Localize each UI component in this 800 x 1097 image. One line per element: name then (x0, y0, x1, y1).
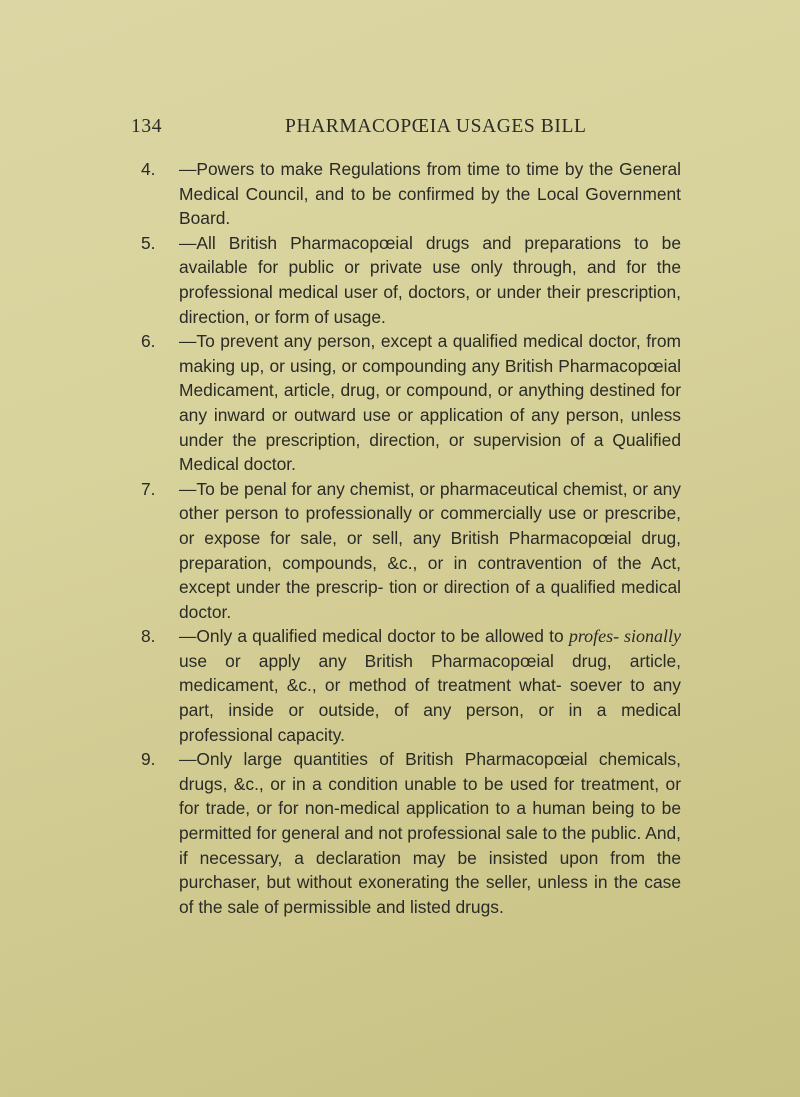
page-number: 134 (131, 116, 163, 137)
section-text: —Powers to make Regulations from time to time by the General Medical Council, and to be confirmed by the Local Government Board. (179, 159, 681, 229)
section-text: —All British Pharmacopœial drugs and preparations to be available for public or private use only through, and for the professional medical user of, doctors, or under their prescription, direction, or form of usage. (179, 232, 681, 327)
section-6 (141, 329, 681, 477)
section-5 (141, 231, 681, 329)
section-text-after: use or apply any British Pharmacopœial drug, article, medicament, &c., or method of treatment what- soever to any part, inside or outside, of any person, or in a medical professional capacity. (179, 650, 681, 745)
section-7 (141, 477, 681, 625)
section-text: —Only large quantities of British Pharmacopœial chemicals, drugs, &c., or in a condition unable to be used for treatment, or for trade, or for non-medical application to a human being to be permitted for general and not professional sale to the public. And, if necessary, a declaration may be insisted upon from the purchaser, but without exonerating the seller, unless in the case of the sale of permissible and listed drugs. (179, 749, 681, 917)
bill-sections (141, 157, 681, 919)
section-number: 8. (141, 626, 156, 647)
section-8 (141, 624, 681, 747)
section-text: —To prevent any person, except a qualified medical doctor, from making up, or using, or compounding any British Pharmacopœial Medicament, article, drug, or compound, or anything destined for any inward or outward use or application of any person, unless under the prescription, direction, or supervision of a Qualified Medical doctor. (179, 331, 681, 475)
running-title: PHARMACOPŒIA USAGES BILL (285, 116, 587, 137)
section-number: 4. (141, 159, 156, 179)
section-number: 5. (141, 232, 156, 253)
running-head (131, 116, 691, 144)
section-number: 9. (141, 749, 156, 770)
section-number: 7. (141, 478, 156, 499)
section-text-before: —Only a qualified medical doctor to be allowed to (179, 626, 569, 647)
section-text-emphasis: profes- sionally (568, 626, 682, 647)
section-number: 6. (141, 331, 156, 352)
section-9 (141, 747, 681, 919)
section-4 (141, 157, 681, 231)
section-text: —To be penal for any chemist, or pharmaceutical chemist, or any other person to professionally or commercially use or prescribe, or expose for sale, or sell, any British Pharmacopœial drug, preparation, compounds, &c., or in contravention of the Act, except under the prescrip- tion or direction of a qualified medical doctor. (179, 478, 681, 622)
